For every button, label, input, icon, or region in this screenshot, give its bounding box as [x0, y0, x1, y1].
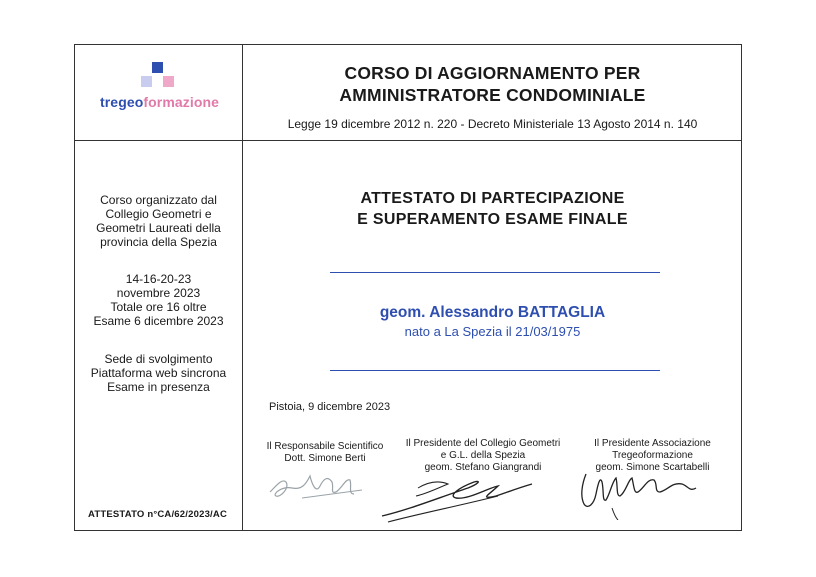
- rule-above-name: [330, 272, 660, 273]
- signature-block-scientific: Il Responsabile Scientifico Dott. Simone Berti: [266, 441, 384, 464]
- signature-block-association: Il Presidente Associazione Tregeoformazione geom. Simone Scartabelli: [594, 438, 711, 473]
- logo-square-right: [163, 76, 174, 87]
- tregeoformazione-logo: [100, 60, 230, 120]
- law-reference: Legge 19 dicembre 2012 n. 220 - Decreto Ministeriale 13 Agosto 2014 n. 140: [287, 117, 698, 131]
- recipient-name: geom. Alessandro BATTAGLIA: [379, 304, 606, 321]
- certificate-title: ATTESTATO DI PARTECIPAZIONE E SUPERAMENTO ESAME FINALE: [357, 190, 628, 228]
- signature-block-collegio: Il Presidente del Collegio Geometri e G.L. della Spezia geom. Stefano Giangrandi: [405, 438, 561, 473]
- place-date: Pistoia, 9 dicembre 2023: [269, 401, 391, 413]
- certificate-code: ATTESTATO n°CA/62/2023/AC: [88, 509, 228, 520]
- signature-scrawl-scartabelli: [572, 464, 702, 520]
- signature-scrawl-giangrandi: [378, 466, 538, 526]
- logo-square-top: [152, 62, 163, 73]
- venue-info: Sede di svolgimento Piattaforma web sincrona Esame in presenza: [90, 352, 227, 394]
- recipient-birth: nato a La Spezia il 21/03/1975: [404, 324, 581, 339]
- organizer-info: Corso organizzato dal Collegio Geometri e Geometri Laureati della provincia della Spezia: [96, 193, 221, 249]
- brand-name: tregeoformazione: [100, 94, 220, 110]
- course-title: CORSO DI AGGIORNAMENTO PER AMMINISTRATORE CONDOMINIALE: [339, 63, 646, 105]
- header-divider: [74, 140, 742, 141]
- rule-below-name: [330, 370, 660, 371]
- logo-square-left: [141, 76, 152, 87]
- signature-scrawl-berti: [262, 468, 372, 502]
- course-dates: 14-16-20-23 novembre 2023 Totale ore 16 oltre Esame 6 dicembre 2023: [93, 272, 224, 328]
